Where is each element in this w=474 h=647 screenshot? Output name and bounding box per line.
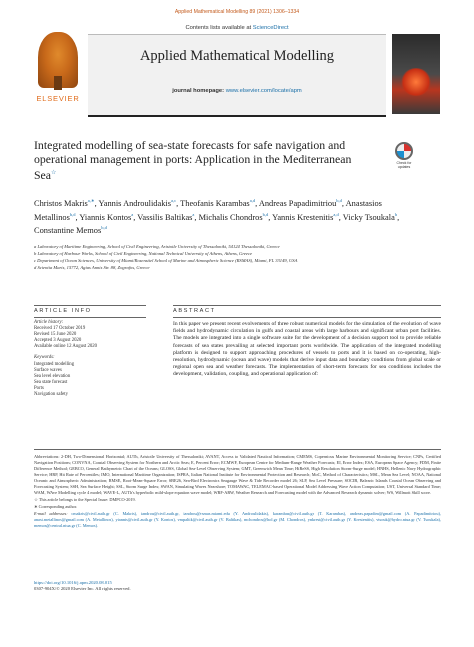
footnotes bbox=[34, 454, 441, 530]
author-affiliation-mark[interactable]: a bbox=[192, 211, 195, 217]
keyword-item: Integrated modelling bbox=[34, 361, 75, 367]
author[interactable] bbox=[79, 213, 133, 222]
homepage-link[interactable]: www.elsevier.com/locate/apm bbox=[225, 88, 302, 94]
author-name: Constantine Memos bbox=[34, 226, 102, 236]
cover-art bbox=[400, 68, 432, 96]
keyword-item: Sea state forecast bbox=[34, 379, 68, 385]
affiliation: c Department of Ocean Sciences, University of Miami/Rosenstiel School of Marine and Atmospheric Science (RSMAS), Miami, FL 33149, USA bbox=[34, 258, 298, 263]
sciencedirect-link[interactable]: ScienceDirect bbox=[252, 25, 289, 31]
history-heading: Article history: bbox=[34, 320, 64, 325]
homepage-prefix: journal homepage: bbox=[172, 88, 225, 94]
history-item: Available online 12 August 2020 bbox=[34, 344, 98, 350]
author[interactable] bbox=[180, 199, 255, 208]
email-footnote bbox=[34, 511, 441, 529]
author[interactable] bbox=[259, 199, 342, 208]
author[interactable] bbox=[343, 213, 397, 222]
journal-header bbox=[34, 22, 440, 114]
keywords-list bbox=[34, 362, 146, 399]
abbreviations-footnote: Abbreviations: 2-DH, Two-Dimensional Horizontal; AUTh, Aristotle University of Thessaloniki; AVANT, Access to Validated Nautical Information; CMEMS, Copernicus Marine Environmental Monitoring Service; CNPs, Certified Navigation Positions; CONVNA, Coastal Observing System for Northern and Arctic Seas; E, Percent Error; ECMWF, European Centre for Medium-Range Weather Forecasts; EI, Error Index; ESA, European Space Agency; FDM, Finite Difference Method; GEBCO, General Bathymetric Chart of the Oceans; GLOSS, Global Sea-Level Observing System; GMT, Greenwich Mean Time; HiReSS, High Resolution Storm-Surge model; HNHS, Hellenic Navy Hydrographic Service; HRP, Hit Rate of Percentiles; IMO, International Maritime Organization; ISPRA, Italian National Institute for Environmental Protection and Research; MoC, Method of Characteristics; MSL, Mean Sea Level; NOAA, National Oceanic and Atmospheric Administration; RMSE, Root-Mean-Square Error; SBE26, Sea-Bird Electronics Seagauge Wave & Tide Recorder model 26; SLP, Sea Level Pressure; SOCIB, Balearic Islands Coastal Ocean Observing and Forecasting System; SSH, Sea Surface Height; SSL, Storm Surge Index; SWAN, Simulating Waves Nearshore; TOMAWAC, TELEMAC-based Operational Model Addressing Wave Action Computation; UST, Universal Standard Time; WAM, WAve Modelling cycle 4 model; WAVE-L, AUTh's hyperbolic mild-slope equation wave model; WRF-ARW, Weather Research and Forecasting model with the Advanced Research dynamic solver; WS, Willmott Skill score. bbox=[34, 454, 441, 495]
author-affiliation-mark[interactable]: a,d bbox=[333, 211, 339, 217]
elsevier-trunk-icon bbox=[54, 76, 62, 90]
contents-prefix: Contents lists available at bbox=[185, 25, 252, 31]
author-name: Anastasios Metallinos bbox=[34, 198, 382, 222]
email-label: E-mail addresses: bbox=[34, 511, 68, 516]
history-item: Revised 15 June 2020 bbox=[34, 332, 77, 338]
homepage-line bbox=[88, 88, 386, 94]
rights-line: 0307-904X/© 2020 Elsevier Inc. All rights reserved. bbox=[34, 586, 131, 592]
author-name: Vassilis Baltikas bbox=[137, 212, 193, 222]
author-name: Yannis Androulidakis bbox=[98, 198, 171, 208]
author-list: Christos Makris$^{a,∗}$, Yannis Androulidakis$^{a,c}$, Theofanis Karambas$^{a,d}$, Andreas Papadimitriou$^{b,d}$, Anastasios Metallinos$^{b,d}$, Yiannis Kontos$^a$, Vassilis Baltikas$^a$, Michalis Chondros$^{b,d}$, Yannis Krestenitis$^{a,d}$, Vicky Tsoukala$^b$, Constantine Memos$^{b,d}$ bbox=[34, 198, 400, 236]
author-name: Yannis Krestenitis bbox=[272, 212, 334, 222]
author-affiliation-mark[interactable]: b,d bbox=[336, 198, 342, 203]
author-affiliation-mark[interactable]: b,d bbox=[69, 211, 76, 217]
author-affiliation-mark[interactable]: a,c bbox=[170, 198, 177, 203]
divider bbox=[34, 449, 441, 450]
author[interactable] bbox=[272, 213, 339, 222]
doi-link[interactable]: https://doi.org/10.1016/j.apm.2020.08.015 bbox=[34, 580, 112, 585]
title-footnote-mark[interactable]: ☆ bbox=[51, 170, 57, 176]
author[interactable] bbox=[199, 213, 269, 222]
author[interactable] bbox=[34, 226, 107, 235]
history-list bbox=[34, 326, 146, 350]
keywords-heading: Keywords: bbox=[34, 355, 55, 361]
header-panel bbox=[88, 34, 386, 117]
keyword-item: Navigation safety bbox=[34, 392, 68, 398]
article-title bbox=[34, 138, 374, 182]
check-updates-icon bbox=[395, 142, 413, 160]
author-affiliation-mark[interactable]: b bbox=[394, 211, 398, 217]
doi-block bbox=[34, 580, 441, 593]
author[interactable] bbox=[137, 213, 194, 222]
abstract-heading: ABSTRACT bbox=[173, 308, 216, 314]
email-addresses[interactable]: cmakris@civil.auth.gr (C. Makris), iandrou@civil.auth.gr, iandrou@rsmas.miami.edu (Y. Androulidakis), karambas@civil.auth.gr (T. Karambas), andreas.papadim@gmail.com (A. Papadimitriou), anast.metallinos@gmail.com (A. Metallinos), yiannis@civil.auth.gr (Y. Kontos), vmpaltik@civil.auth.gr (V. Baltikas), mchondros@hol.gr (M. Chondros), ynkrest@civil.auth.gr (Y. Krestenitis), vtsouk@hydro.ntua.gr (V. Tsoukala), memos@central.ntua.gr (C. Memos). bbox=[34, 511, 441, 528]
author-affiliation-mark[interactable]: a bbox=[131, 211, 134, 217]
author-name: Theofanis Karambas bbox=[180, 198, 250, 208]
elsevier-logo[interactable] bbox=[34, 28, 82, 110]
author-name: Christos Makris bbox=[34, 198, 88, 208]
journal-reference[interactable]: Applied Mathematical Modelling 89 (2021) 1306–1334 bbox=[174, 9, 300, 15]
affiliation: a Laboratory of Maritime Engineering, School of Civil Engineering, Aristotle University of Thessaloniki, 54124 Thessaloniki, Greece bbox=[34, 244, 280, 249]
author-name: Vicky Tsoukala bbox=[342, 212, 395, 222]
divider bbox=[34, 317, 146, 318]
author[interactable] bbox=[99, 199, 177, 208]
article-info-heading: ARTICLE INFO bbox=[34, 308, 92, 314]
affiliation: b Laboratory of Harbour Works, School of Civil Engineering, National Technical University of Athens, Athens, Greece bbox=[34, 251, 253, 256]
author-affiliation-mark[interactable]: b,d bbox=[262, 211, 269, 217]
author-name: Michalis Chondros bbox=[198, 212, 263, 222]
affiliation: d Scientia Maris, 15772, Agias Annis Str. 88, Zografos, Greece bbox=[34, 265, 150, 270]
corresponding-author-footnote: ∗ Corresponding author. bbox=[34, 504, 78, 509]
article-title-text: Integrated modelling of sea-state forecasts for safe navigation and operational management in ports: Application in the Mediterranean Sea bbox=[34, 138, 352, 182]
author-affiliation-mark[interactable]: a,∗ bbox=[87, 198, 95, 203]
author-name: Andreas Papadimitriou bbox=[258, 198, 337, 208]
check-updates-label: Check for updates bbox=[396, 161, 412, 169]
article-info bbox=[34, 320, 146, 398]
keyword-item: Ports bbox=[34, 385, 44, 391]
affiliations bbox=[34, 244, 434, 272]
journal-title[interactable]: Applied Mathematical Modelling bbox=[139, 48, 335, 64]
author[interactable] bbox=[34, 199, 95, 208]
divider bbox=[173, 305, 441, 306]
keyword-item: Surface waves bbox=[34, 367, 62, 373]
keyword-item: Sea level elevation bbox=[34, 373, 71, 379]
author-affiliation-mark[interactable]: b,d bbox=[101, 225, 107, 231]
divider bbox=[173, 317, 441, 318]
contents-line bbox=[88, 25, 386, 31]
special-issue-footnote: ☆ This article belongs to the Special Issue: DMPCO-2019. bbox=[34, 497, 136, 502]
divider bbox=[34, 305, 146, 306]
history-item: Received 17 October 2019 bbox=[34, 326, 86, 332]
author-affiliation-mark[interactable]: a,d bbox=[249, 198, 256, 203]
check-for-updates-button[interactable] bbox=[393, 142, 415, 168]
abstract-text: In this paper we present recent evolvements of three robust numerical models for the simulation of the evolution of wave fields and hydrodynamic circulation in gulfs and coastal areas with large harbours and significant urban port facilities. The models are integrated into a single software suite for the development of a decision support tool to provide reliable forecasts of sea states prevailing at selected important ports worldwide. The application of the integrated modelling platform is designed to support approaching procedures of vessels to ports and it is based on co-operating, high-resolution, hydrodynamic (ocean and wave) models that derive input data and boundary conditions from global scale or regional open sea and weather forecasts. The implementation of short-term forecasts for sea conditions includes the development, validation, coupling, and operational application of: bbox=[173, 321, 441, 378]
elsevier-wordmark: ELSEVIER bbox=[36, 94, 80, 103]
journal-cover-image[interactable] bbox=[392, 34, 440, 114]
history-item: Accepted 3 August 2020 bbox=[34, 338, 82, 344]
author-name: Yiannis Kontos bbox=[79, 212, 132, 222]
header-box bbox=[88, 22, 386, 114]
